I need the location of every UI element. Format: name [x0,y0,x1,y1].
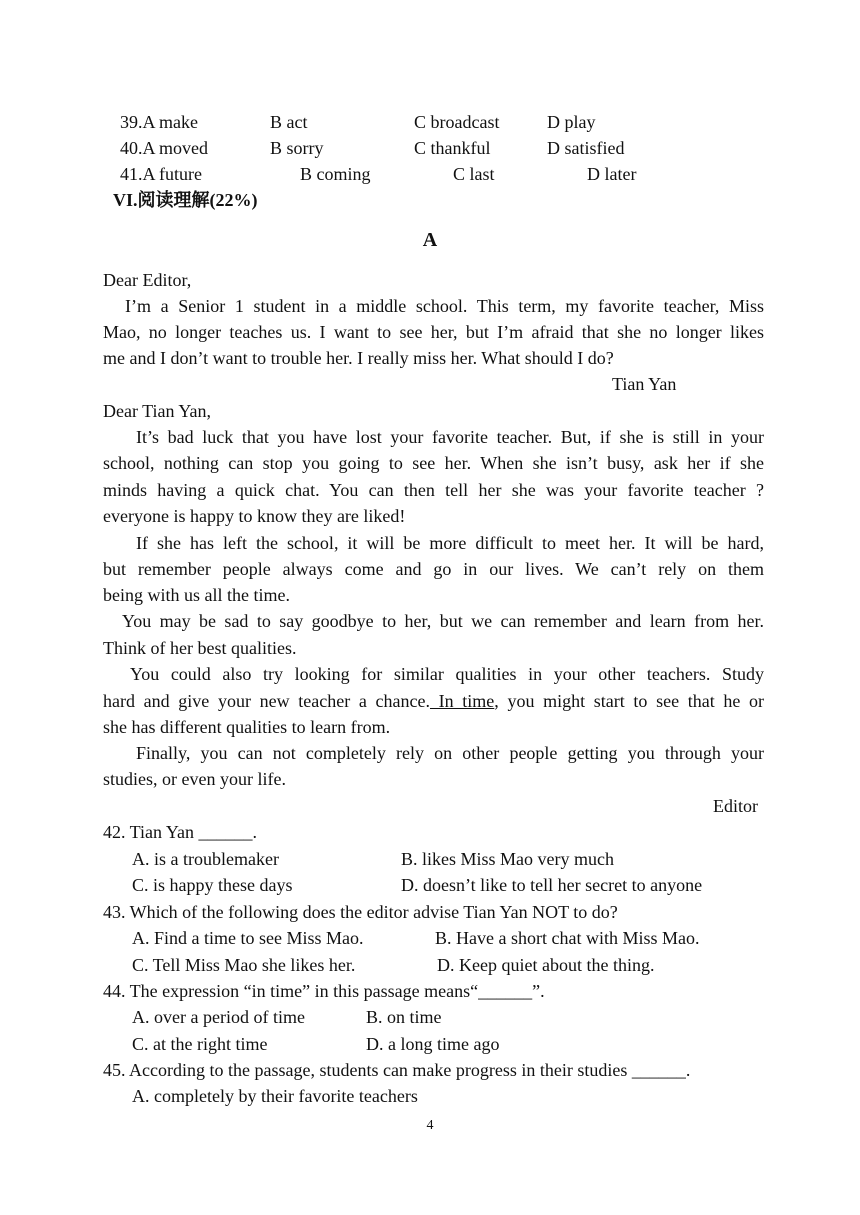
option-39-b: B act [270,112,308,132]
in-time-phrase: In time [429,691,495,711]
answer-option: D. a long time ago [366,1034,500,1054]
option-39-a: 39.A make [120,112,198,132]
reply-p3-line-2: Think of her best qualities. [103,638,297,658]
answer-option: B. on time [366,1007,442,1027]
option-39-c: C broadcast [414,112,500,132]
passage-label: A [422,229,438,251]
section-heading: VI.阅读理解(22%) [113,190,258,210]
option-40-b: B sorry [270,138,324,158]
reply-p4-line-3: she has different qualities to learn from. [103,717,391,737]
reply-p5-line-2: studies, or even your life. [103,769,286,789]
reply-p3-line-1: You may be sad to say goodbye to her, but we can remember and learn from her. [122,611,764,631]
letter-line-3: me and I don’t want to trouble her. I really miss her. What should I do? [103,348,614,368]
reply-greeting: Dear Tian Yan, [103,401,212,421]
reply-p5-line-1: Finally, you can not completely rely on other people getting you through your [136,743,764,763]
reply-p4-line-2 [103,690,764,712]
option-41-d: D later [587,164,637,184]
reply-p2-line-2: but remember people always come and go in our lives. We can’t rely on them [103,559,764,579]
reply-p2-line-1: If she has left the school, it will be more difficult to meet her. It will be hard, [136,533,764,553]
option-40-d: D satisfied [547,138,625,158]
option-41-b: B coming [300,164,371,184]
reply-p4-line-2-pre: hard and give your new teacher a chance. [103,691,430,711]
reply-p1-line-3: minds having a quick chat. You can then tell her she was your favorite teacher ? [103,480,764,500]
reply-p1-line-2: school, nothing can stop you going to see her. When she isn’t busy, ask her if she [103,453,764,473]
answer-option: C. is happy these days [132,875,293,895]
answer-option: B. Have a short chat with Miss Mao. [435,928,700,948]
reply-p1-line-4: everyone is happy to know they are liked! [103,506,406,526]
page-number: 4 [426,1118,434,1133]
option-39-d: D play [547,112,596,132]
letter-line-1: I’m a Senior 1 student in a middle school. This term, my favorite teacher, Miss [125,296,764,316]
answer-option: A. completely by their favorite teachers [132,1086,418,1106]
reply-p2-line-3: being with us all the time. [103,585,290,605]
question-stem: 42. Tian Yan ______. [103,822,258,842]
option-41-c: C last [453,164,495,184]
option-40-a: 40.A moved [120,138,208,158]
letter-greeting: Dear Editor, [103,270,192,290]
answer-option: D. Keep quiet about the thing. [437,955,655,975]
reply-p1-line-1: It’s bad luck that you have lost your favorite teacher. But, if she is still in your [136,427,764,447]
answer-option: A. over a period of time [132,1007,305,1027]
answer-option: C. Tell Miss Mao she likes her. [132,955,356,975]
answer-option: B. likes Miss Mao very much [401,849,614,869]
letter-signature: Tian Yan [612,374,677,394]
question-stem: 44. The expression “in time” in this passage means“______”. [103,981,545,1001]
option-40-c: C thankful [414,138,491,158]
answer-option: C. at the right time [132,1034,268,1054]
reply-p4-line-1: You could also try looking for similar qualities in your other teachers. Study [130,664,764,684]
letter-line-2: Mao, no longer teaches us. I want to see her, but I’m afraid that she no longer likes [103,322,764,342]
question-stem: 43. Which of the following does the editor advise Tian Yan NOT to do? [103,902,618,922]
answer-option: A. is a troublemaker [132,849,279,869]
option-41-a: 41.A future [120,164,202,184]
question-stem: 45. According to the passage, students can make progress in their studies ______. [103,1060,691,1080]
answer-option: A. Find a time to see Miss Mao. [132,928,364,948]
answer-option: D. doesn’t like to tell her secret to anyone [401,875,703,895]
reply-signature: Editor [713,796,758,816]
reply-p4-line-2-post: , you might start to see that he or [494,691,765,711]
